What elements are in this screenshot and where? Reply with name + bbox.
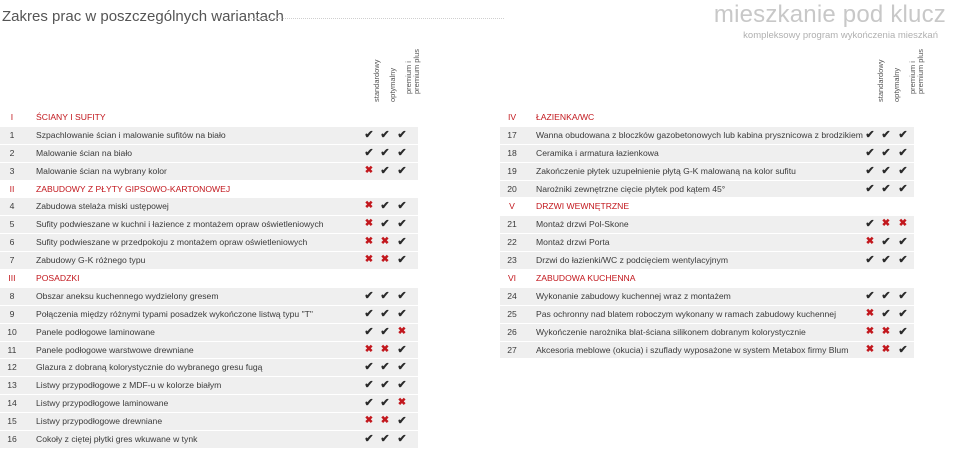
table-row	[0, 342, 418, 360]
row-number: 9	[9, 308, 15, 319]
table-row	[0, 216, 418, 234]
check-icon: ✔	[380, 325, 390, 338]
row-label: Wykonanie zabudowy kuchennej wraz z montażem	[536, 290, 731, 301]
check-icon: ✔	[364, 379, 374, 392]
check-icon: ✔	[380, 361, 390, 374]
table-row	[0, 359, 418, 377]
check-icon: ✔	[898, 128, 908, 141]
table-row	[0, 252, 418, 270]
row-number: 11	[7, 344, 17, 355]
check-icon: ✔	[881, 236, 891, 249]
row-number: 23	[507, 255, 517, 266]
right-variant-headers	[864, 48, 925, 110]
check-icon: ✔	[898, 182, 908, 195]
row-label: Montaż drzwi Porta	[536, 237, 610, 248]
row-number: 25	[507, 308, 517, 319]
row-number: 7	[9, 255, 15, 266]
table-row	[0, 234, 418, 252]
section-row	[500, 270, 914, 288]
check-icon: ✔	[898, 343, 908, 356]
row-label: Malowanie ścian na wybrany kolor	[36, 165, 167, 176]
row-label: Wykończenie narożnika blat-ściana silikonem dobranym kolorystycznie	[536, 326, 806, 337]
row-number: 26	[507, 326, 517, 337]
table-row	[0, 198, 418, 216]
table-row	[500, 252, 914, 270]
row-label: Listwy przypodłogowe laminowane	[36, 398, 169, 409]
check-icon: ✔	[898, 164, 908, 177]
check-icon: ✔	[397, 415, 407, 428]
check-icon: ✔	[881, 164, 891, 177]
row-label: Połączenia między różnymi typami posadzek wykończone listwą typu "T"	[36, 308, 313, 319]
cross-icon: ✖	[380, 236, 390, 248]
check-icon: ✔	[397, 307, 407, 320]
check-icon: ✔	[397, 343, 407, 356]
row-number: 10	[7, 326, 17, 337]
row-label: Akcesoria meblowe (okucia) i szuflady wyposażone w system Metabox firmy Blum	[536, 344, 849, 355]
table-row	[0, 431, 418, 449]
section-row	[500, 109, 914, 127]
left-variant-headers	[360, 48, 421, 110]
section-row	[0, 270, 418, 288]
check-icon: ✔	[397, 379, 407, 392]
check-icon: ✔	[380, 200, 390, 213]
cross-icon: ✖	[364, 200, 374, 212]
cross-icon: ✖	[881, 218, 891, 230]
row-number: 5	[9, 219, 15, 230]
table-row	[0, 306, 418, 324]
check-icon: ✔	[898, 325, 908, 338]
check-icon: ✔	[364, 397, 374, 410]
row-number: IV	[507, 112, 517, 122]
row-number: 3	[9, 165, 15, 176]
check-icon: ✔	[364, 433, 374, 446]
check-icon: ✔	[380, 289, 390, 302]
row-number: I	[10, 112, 14, 122]
cross-icon: ✖	[364, 254, 374, 266]
row-number: III	[8, 273, 16, 284]
check-icon: ✔	[380, 379, 390, 392]
table-row	[0, 163, 418, 181]
table-row	[500, 234, 914, 252]
right-scope-table	[500, 109, 914, 359]
row-label: Sufity podwieszane w przedpokoju z montażem opraw oświetleniowych	[36, 237, 308, 248]
check-icon: ✔	[364, 128, 374, 141]
row-number: 16	[7, 434, 17, 445]
check-icon: ✔	[881, 128, 891, 141]
check-icon: ✔	[865, 182, 875, 195]
cross-icon: ✖	[898, 218, 908, 230]
row-label: DRZWI WEWNĘTRZNE	[536, 201, 630, 212]
variant-header-optimal: optymalny	[388, 67, 397, 102]
cross-icon: ✖	[364, 343, 374, 355]
brand-title: mieszkanie pod klucz	[713, 1, 946, 28]
row-label: ŚCIANY I SUFITY	[36, 112, 106, 122]
check-icon: ✔	[865, 128, 875, 141]
row-label: Malowanie ścian na biało	[36, 147, 133, 158]
cross-icon: ✖	[364, 236, 374, 248]
check-icon: ✔	[380, 218, 390, 231]
check-icon: ✔	[397, 236, 407, 249]
row-label: Zabudowa stelaża miski ustępowej	[36, 201, 169, 212]
brand-subtitle: kompleksowy program wykończenia mieszkań	[743, 30, 938, 41]
row-label: Listwy przypodłogowe z MDF-u w kolorze białym	[36, 380, 222, 391]
check-icon: ✔	[397, 164, 407, 177]
check-icon: ✔	[881, 182, 891, 195]
table-row	[500, 145, 914, 163]
row-number: 2	[9, 147, 15, 158]
row-number: 20	[507, 183, 517, 194]
row-number: 27	[507, 344, 517, 355]
cross-icon: ✖	[865, 343, 875, 355]
check-icon: ✔	[397, 254, 407, 267]
row-number: 17	[507, 129, 517, 140]
check-icon: ✔	[380, 128, 390, 141]
row-label: Glazura z dobraną kolorystycznie do wybranego gresu fugą	[36, 362, 263, 373]
cross-icon: ✖	[865, 236, 875, 248]
row-label: Drzwi do łazienki/WC z podcięciem wentylacyjnym	[536, 255, 728, 266]
row-label: POSADZKI	[36, 273, 80, 284]
cross-icon: ✖	[364, 218, 374, 230]
row-number: 21	[507, 219, 517, 230]
check-icon: ✔	[865, 146, 875, 159]
row-number: 1	[9, 129, 15, 140]
row-number: 12	[7, 362, 17, 373]
check-icon: ✔	[364, 289, 374, 302]
table-row	[0, 288, 418, 306]
row-number: 13	[7, 380, 17, 391]
row-number: VI	[507, 273, 517, 284]
check-icon: ✔	[364, 307, 374, 320]
cross-icon: ✖	[364, 164, 374, 176]
table-row	[0, 413, 418, 431]
check-icon: ✔	[397, 218, 407, 231]
variant-header-standard: standardowy	[372, 59, 381, 102]
table-row	[500, 288, 914, 306]
row-number: 14	[7, 398, 17, 409]
row-label: ZABUDOWY Z PŁYTY GIPSOWO-KARTONOWEJ	[36, 183, 231, 194]
check-icon: ✔	[397, 200, 407, 213]
check-icon: ✔	[865, 164, 875, 177]
check-icon: ✔	[898, 254, 908, 267]
check-icon: ✔	[898, 289, 908, 302]
table-row	[500, 216, 914, 234]
check-icon: ✔	[380, 307, 390, 320]
page-title: Zakres prac w poszczególnych wariantach	[2, 8, 284, 25]
row-number: 15	[7, 416, 17, 427]
check-icon: ✔	[898, 236, 908, 249]
row-number: 19	[507, 165, 517, 176]
check-icon: ✔	[865, 254, 875, 267]
check-icon: ✔	[397, 433, 407, 446]
cross-icon: ✖	[380, 343, 390, 355]
check-icon: ✔	[881, 289, 891, 302]
title-divider	[248, 18, 504, 19]
check-icon: ✔	[364, 325, 374, 338]
check-icon: ✔	[865, 218, 875, 231]
check-icon: ✔	[364, 361, 374, 374]
table-row	[0, 395, 418, 413]
table-row	[500, 342, 914, 360]
row-label: Sufity podwieszane w kuchni i łazience z montażem opraw oświetleniowych	[36, 219, 324, 230]
table-row	[500, 324, 914, 342]
row-label: ŁAZIENKA/WC	[536, 112, 595, 122]
variant-header-optimal: optymalny	[892, 67, 901, 102]
check-icon: ✔	[380, 397, 390, 410]
row-label: ZABUDOWA KUCHENNA	[536, 273, 636, 284]
cross-icon: ✖	[865, 307, 875, 319]
variant-header-premium: premium i premium plus	[404, 48, 421, 94]
table-row	[500, 306, 914, 324]
row-number: 4	[9, 201, 15, 212]
row-label: Wanna obudowana z bloczków gazobetonowych lub kabina prysznicowa z brodzikiem	[536, 129, 863, 140]
check-icon: ✔	[364, 146, 374, 159]
table-row	[0, 127, 418, 145]
table-row	[0, 377, 418, 395]
row-label: Panele podłogowe warstwowe drewniane	[36, 344, 194, 355]
check-icon: ✔	[881, 146, 891, 159]
row-number: 24	[507, 290, 517, 301]
check-icon: ✔	[898, 307, 908, 320]
variant-header-premium: premium i premium plus	[908, 48, 925, 94]
table-row	[500, 163, 914, 181]
cross-icon: ✖	[881, 343, 891, 355]
row-number: V	[509, 201, 515, 212]
cross-icon: ✖	[397, 325, 407, 337]
row-number: II	[9, 183, 15, 194]
cross-icon: ✖	[380, 254, 390, 266]
check-icon: ✔	[898, 146, 908, 159]
row-label: Obszar aneksu kuchennego wydzielony gresem	[36, 290, 219, 301]
row-label: Ceramika i armatura łazienkowa	[536, 147, 659, 158]
check-icon: ✔	[380, 146, 390, 159]
row-label: Cokoły z ciętej płytki gres wkuwane w tynk	[36, 434, 198, 445]
check-icon: ✔	[397, 289, 407, 302]
left-scope-table	[0, 109, 418, 449]
table-row	[0, 324, 418, 342]
row-label: Montaż drzwi Pol-Skone	[536, 219, 629, 230]
row-number: 6	[9, 237, 15, 248]
variant-header-standard: standardowy	[876, 59, 885, 102]
table-row	[0, 145, 418, 163]
row-label: Listwy przypodłogowe drewniane	[36, 416, 163, 427]
check-icon: ✔	[397, 361, 407, 374]
row-label: Zakończenie płytek uzupełnienie płytą G-K malowaną na kolor sufitu	[536, 165, 796, 176]
check-icon: ✔	[397, 128, 407, 141]
row-label: Pas ochronny nad blatem roboczym wykonany w ramach zabudowy kuchennej	[536, 308, 836, 319]
table-row	[500, 127, 914, 145]
row-label: Panele podłogowe laminowane	[36, 326, 155, 337]
row-number: 8	[9, 290, 15, 301]
row-label: Zabudowy G-K różnego typu	[36, 255, 146, 266]
cross-icon: ✖	[865, 325, 875, 337]
check-icon: ✔	[865, 289, 875, 302]
section-row	[500, 198, 914, 216]
brand-block	[714, 2, 946, 41]
cross-icon: ✖	[380, 415, 390, 427]
cross-icon: ✖	[397, 397, 407, 409]
row-number: 22	[507, 237, 517, 248]
cross-icon: ✖	[364, 415, 374, 427]
section-row	[0, 181, 418, 199]
check-icon: ✔	[380, 433, 390, 446]
table-row	[500, 181, 914, 199]
row-label: Narożniki zewnętrzne cięcie płytek pod kątem 45°	[536, 183, 726, 194]
check-icon: ✔	[881, 254, 891, 267]
check-icon: ✔	[881, 307, 891, 320]
check-icon: ✔	[380, 164, 390, 177]
check-icon: ✔	[397, 146, 407, 159]
cross-icon: ✖	[881, 325, 891, 337]
row-label: Szpachlowanie ścian i malowanie sufitów na biało	[36, 129, 226, 140]
section-row	[0, 109, 418, 127]
row-number: 18	[507, 147, 517, 158]
